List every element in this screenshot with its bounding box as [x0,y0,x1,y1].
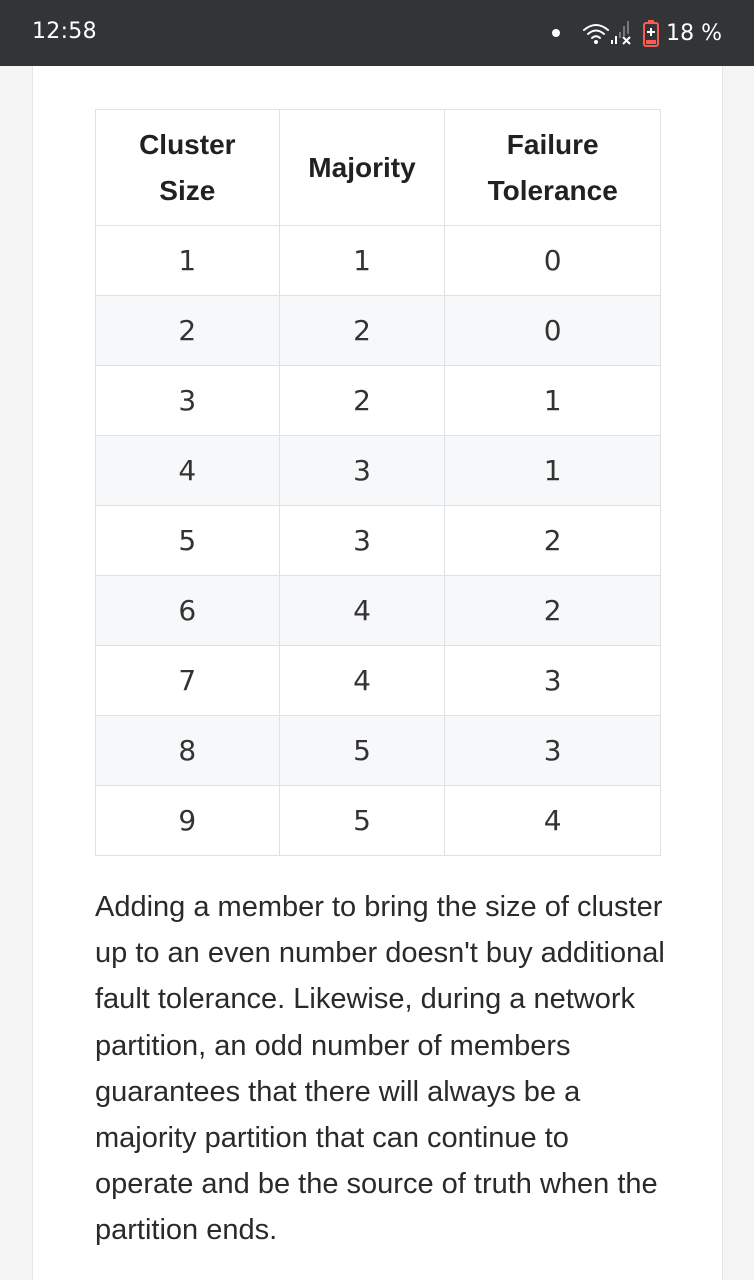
table-row [96,436,661,506]
battery-low-icon [642,19,660,47]
table-row [96,786,661,856]
header-failure-tolerance: Failure Tolerance [445,110,661,226]
cell-failure-tolerance: 3 [445,646,661,716]
table-header-row [96,110,661,226]
cell-majority: 4 [279,576,445,646]
cell-failure-tolerance: 3 [445,716,661,786]
cell-majority: 3 [279,506,445,576]
cell-majority: 3 [279,436,445,506]
wifi-icon [582,21,610,45]
cell-failure-tolerance: 0 [445,296,661,366]
status-icons [552,17,722,49]
battery-percent: 18 % [666,20,722,46]
cell-majority: 2 [279,296,445,366]
table-row [96,296,661,366]
cell-majority: 5 [279,716,445,786]
cell-cluster-size: 5 [96,506,280,576]
cell-cluster-size: 7 [96,646,280,716]
cell-majority: 5 [279,786,445,856]
table-row [96,366,661,436]
cell-failure-tolerance: 0 [445,226,661,296]
cell-cluster-size: 3 [96,366,280,436]
signal-no-service-icon [610,20,634,46]
cell-failure-tolerance: 2 [445,506,661,576]
status-bar [0,0,754,66]
cell-majority: 4 [279,646,445,716]
header-cluster-size: Cluster Size [96,110,280,226]
cell-cluster-size: 6 [96,576,280,646]
cell-failure-tolerance: 1 [445,366,661,436]
table-row [96,576,661,646]
explanation-paragraph: Adding a member to bring the size of cluster up to an even number doesn't buy additional fault tolerance. Likewise, during a network partition, an odd number of members guarantees that there will always be a majority partition that can continue to operate and be the source of truth when the partition ends. [95,891,665,1247]
cell-cluster-size: 4 [96,436,280,506]
cell-failure-tolerance: 4 [445,786,661,856]
cell-cluster-size: 9 [96,786,280,856]
table-row [96,226,661,296]
table-row [96,716,661,786]
fault-tolerance-table [95,109,661,856]
status-time: 12:58 [32,19,97,44]
table-row [96,646,661,716]
cell-majority: 1 [279,226,445,296]
notification-dot-icon [552,29,560,37]
content-card [32,66,723,1280]
cell-cluster-size: 1 [96,226,280,296]
header-majority: Majority [279,110,445,226]
cell-cluster-size: 2 [96,296,280,366]
cell-majority: 2 [279,366,445,436]
cell-failure-tolerance: 2 [445,576,661,646]
cell-failure-tolerance: 1 [445,436,661,506]
table-row [96,506,661,576]
cell-cluster-size: 8 [96,716,280,786]
